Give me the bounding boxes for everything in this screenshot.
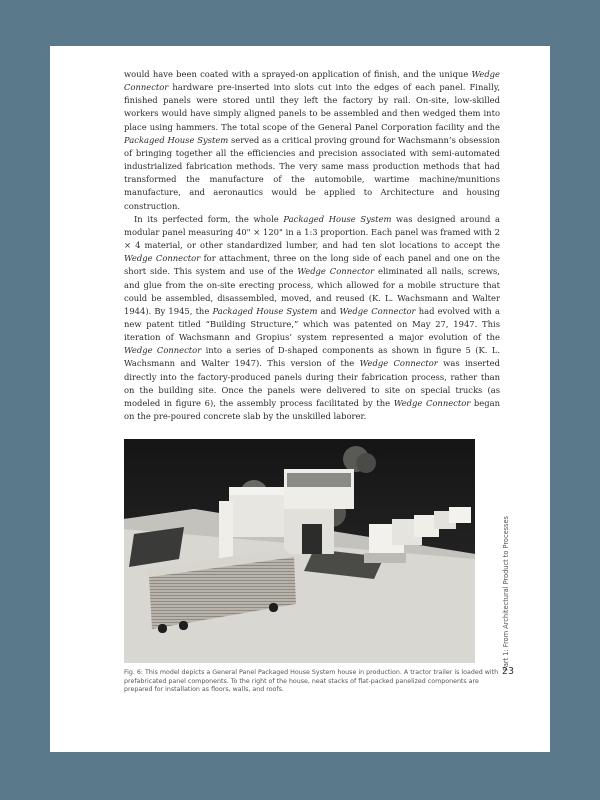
italic-term: Packaged House System: [124, 134, 229, 145]
model-photo-image: [124, 439, 475, 663]
italic-term: Wedge Connector: [297, 266, 375, 277]
text-run: was inserted directly into the factory-produced panels during their fabrication process, rather than on the building site. Once the panels were delivered to site on special trucks (as modeled in figure 6), the assembly process facilitated by the: [124, 358, 500, 408]
text-run: for attachment, three on the long side of each panel and one on the short side. This system and use of the: [124, 253, 500, 277]
italic-term: Wedge Connector: [339, 305, 416, 316]
body-text: [124, 68, 500, 423]
text-run: had evolved with a new patent titled “Building Structure,” which was patented on May 27, 1947. This iteration of Wachsmann and Gropius’ system represented a major evolution of the: [124, 305, 500, 343]
italic-term: Wedge Connector: [359, 358, 438, 369]
text-run: eliminated all nails, screws, and glue from the on-site erecting process, which allowed for a mobile structure that could be assembled, disassembled, moved, and reused (K. L. Wachsmann and Walter 1944). By 1945, the: [124, 266, 500, 316]
italic-term: Packaged House System: [212, 305, 318, 316]
italic-term: Wedge Connector: [393, 397, 471, 408]
italic-term: Wedge Connector: [124, 345, 202, 356]
italic-term: Wedge Connector: [124, 69, 500, 93]
text-run: was designed around a modular panel measuring 40" × 120" in a 1:3 proportion. Each panel was framed with 2 × 4 material, or other standardized lumber, and had ten slot locations to accept the: [124, 213, 500, 251]
text-run: hardware pre-inserted into slots cut into the edges of each panel. Finally, finished panels were stored until they left the factory by rail. On-site, low-skilled workers would have simply aligned panels to be assembled and then wedged them into place using hammers. The total scope of the General Panel Corporation facility and the: [124, 82, 500, 132]
book-page: [50, 46, 550, 752]
italic-term: Wedge Connector: [124, 253, 201, 264]
text-run: served as a critical proving ground for Wachsmann’s obsession of bringing together all the efficiencies and precision associated with semi-automated industrialized fabrication methods. The very same mass production methods that had transformed the manufacture of the automobile, wartime machine/munitions manufacture, and aeronautics would be applied to Architecture and housing construction.: [124, 134, 500, 211]
paragraph: [124, 213, 500, 424]
figure-6-photo: [124, 439, 475, 663]
italic-term: Packaged House System: [283, 213, 392, 224]
text-run: In its perfected form, the whole: [134, 213, 284, 224]
page-number: 23: [501, 666, 514, 677]
paragraph: [124, 68, 500, 213]
text-run: would have been coated with a sprayed-on application of finish, and the unique: [124, 69, 472, 79]
figure-caption: Fig. 6: This model depicts a General Panel Packaged House System house in production. A tractor trailer is loaded with prefabricated panel components. To the right of the house, neat stacks of flat-packed panelized components are prepared for installation as floors, walls, and roofs.: [124, 669, 499, 693]
text-run: began on the pre-poured concrete slab by the unskilled laborer.: [124, 397, 500, 422]
running-section-label: Part 1: From Architectural Product to Processes: [502, 516, 510, 671]
text-run: into a series of D-shaped components as shown in figure 5 (K. L. Wachsmann and Walter 1947). This version of the: [124, 345, 500, 369]
text-run: and: [317, 305, 340, 316]
